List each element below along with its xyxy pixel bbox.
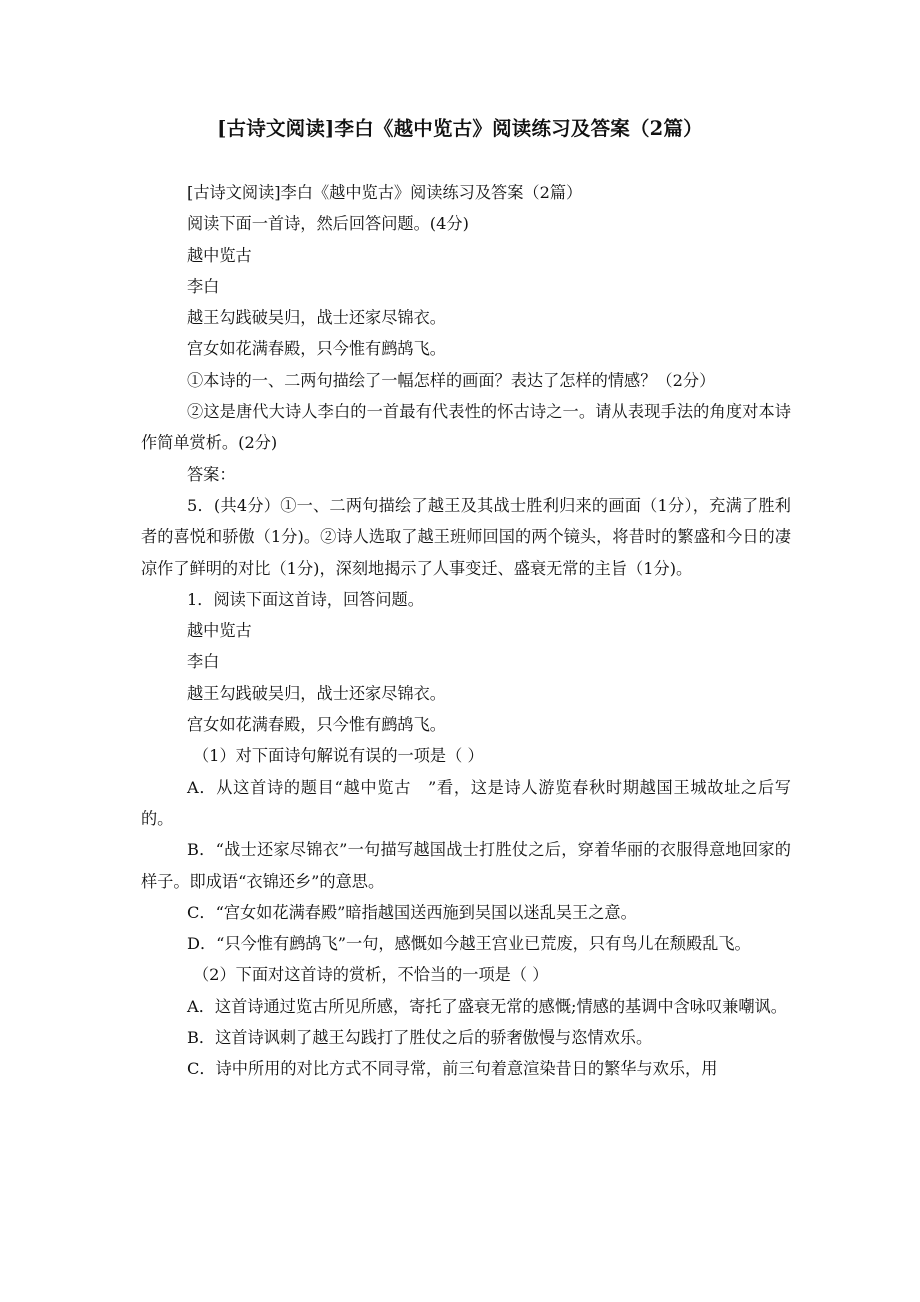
question-item: ①本诗的一、二两句描绘了一幅怎样的画面？表达了怎样的情感？（2分） [187,370,716,390]
option-item: C．“宫女如花满春殿”暗指越国送西施到吴国以迷乱吴王之意。 [187,902,637,922]
option-item: A．从这首诗的题目“越中览古 ”看，这是诗人游览春秋时期越国王城故址之后写的。 [141,777,791,828]
poem-line: 越王勾践破吴归，战士还家尽锦衣。 [187,308,446,328]
paragraph-heading-repeat: [古诗文阅读]李白《越中览古》阅读练习及答案（2篇） [187,183,583,202]
poem-line: 宫女如花满春殿，只今惟有鹧鸪飞。 [187,339,446,359]
option-item: B．这首诗讽刺了越王勾践打了胜仗之后的骄奢傲慢与恣情欢乐。 [187,1028,653,1048]
option-item: B．“战士还家尽锦衣”一句描写越国战士打胜仗之后，穿着华丽的衣服得意地回家的样子。即成语“衣锦还乡”的意思。 [141,840,791,891]
question-item: （2）下面对这首诗的赏析，不恰当的一项是（ ） [193,965,549,985]
option-item: A．这首诗通过览古所见所感，寄托了盛衰无常的感慨;情感的基调中含咏叹兼嘲讽。 [187,996,787,1016]
poem-line: 宫女如花满春殿，只今惟有鹧鸪飞。 [187,715,446,735]
question-item: ②这是唐代大诗人李白的一首最有代表性的怀古诗之一。请从表现手法的角度对本诗作简单赏析。(2分) [141,402,791,453]
document-body [141,177,791,1085]
paragraph-instruction: 1．阅读下面这首诗，回答问题。 [187,589,424,609]
poem-title: 越中览古 [187,621,252,641]
poem-line: 越王勾践破吴归，战士还家尽锦衣。 [187,683,446,703]
answer-label: 答案： [187,464,236,484]
document-title: [古诗文阅读]李白《越中览古》阅读练习及答案（2篇） [217,117,703,140]
paragraph-instruction: 阅读下面一首诗，然后回答问题。(4分) [187,214,469,234]
poem-title: 越中览古 [187,245,252,265]
poem-author: 李白 [187,652,220,672]
option-item: C．诗中所用的对比方式不同寻常，前三句着意渲染昔日的繁华与欢乐，用 [187,1059,718,1079]
option-item: D．“只今惟有鹧鸪飞”一句，感慨如今越王宫业已荒废，只有鸟儿在颓殿乱飞。 [187,934,751,954]
question-item: （1）对下面诗句解说有误的一项是（ ） [193,746,484,766]
answer-text: 5．(共4分）①一、二两句描绘了越王及其战士胜利归来的画面（1分），充满了胜利者的喜悦和骄傲（1分)。②诗人选取了越王班师回国的两个镜头，将昔时的繁盛和今日的凄凉作了鲜明的对比（1分)，深刻地揭示了人事变迁、盛衰无常的主旨（1分)。 [141,495,791,578]
poem-author: 李白 [187,276,220,296]
